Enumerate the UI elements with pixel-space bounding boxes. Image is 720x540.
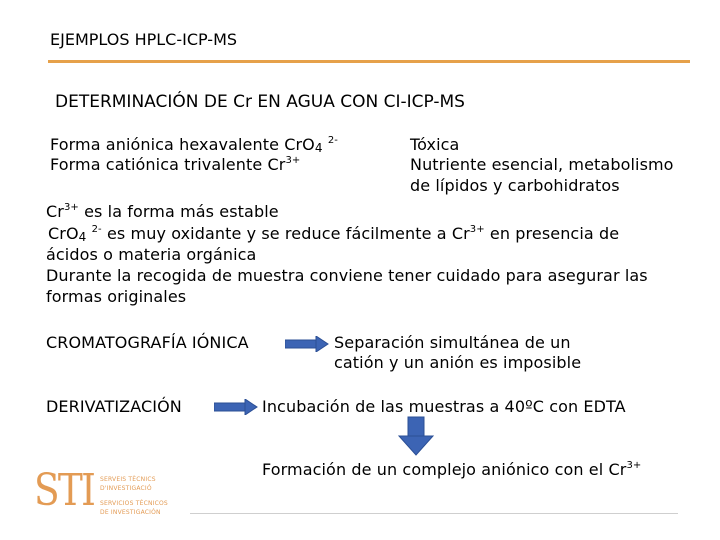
chromatography-note-1: Separación simultánea de un: [334, 333, 571, 352]
sti-logo: [34, 466, 98, 516]
footer-divider: [190, 513, 678, 514]
right-arrow-icon: [285, 336, 329, 352]
logo-line-1: SERVEIS TÈCNICS: [100, 476, 156, 483]
result-text: Formación de un complejo aniónico con el $Cr^{3+}$: [262, 460, 642, 479]
derivatization-label: DERIVATIZACIÓN: [46, 397, 182, 416]
logo-line-4: DE INVESTIGACIÓN: [100, 509, 161, 516]
body-line-2: CrO$_4$ $^{2-}$ es muy oxidante y se reduce fácilmente a $Cr^{3+}$ en presencia de: [48, 224, 620, 244]
anionic-form-text: Forma aniónica hexavalente CrO$_4$ $^{2-}$: [50, 135, 338, 155]
slide-subtitle: DETERMINACIÓN DE Cr EN AGUA CON CI-ICP-MS: [55, 92, 465, 112]
body-line-1: $Cr^{3+}$ es la forma más estable: [46, 202, 279, 221]
cationic-form-text: Forma catiónica trivalente $Cr^{3+}$: [50, 155, 301, 174]
nutrient-label-2: de lípidos y carbohidratos: [410, 176, 620, 195]
down-arrow-icon: [398, 416, 434, 456]
body-line-4: Durante la recogida de muestra conviene tener cuidado para asegurar las: [46, 266, 648, 285]
derivatization-note: Incubación de las muestras a 40ºC con EDTA: [262, 397, 626, 416]
slide-title: EJEMPLOS HPLC-ICP-MS: [50, 30, 238, 49]
title-divider: [48, 60, 690, 63]
chromatography-note-2: catión y un anión es imposible: [334, 353, 582, 372]
right-arrow-icon: [214, 399, 258, 415]
chromatography-label: CROMATOGRAFÍA IÓNICA: [46, 333, 249, 352]
logo-line-2: D'INVESTIGACIÓ: [100, 485, 152, 492]
logo-line-3: SERVICIOS TÉCNICOS: [100, 500, 168, 507]
nutrient-label-1: Nutriente esencial, metabolismo: [410, 155, 674, 174]
body-line-3: ácidos o materia orgánica: [46, 245, 257, 264]
logo-letters: STI: [34, 465, 95, 516]
toxic-label: Tóxica: [410, 135, 460, 154]
body-line-5: formas originales: [46, 287, 187, 306]
